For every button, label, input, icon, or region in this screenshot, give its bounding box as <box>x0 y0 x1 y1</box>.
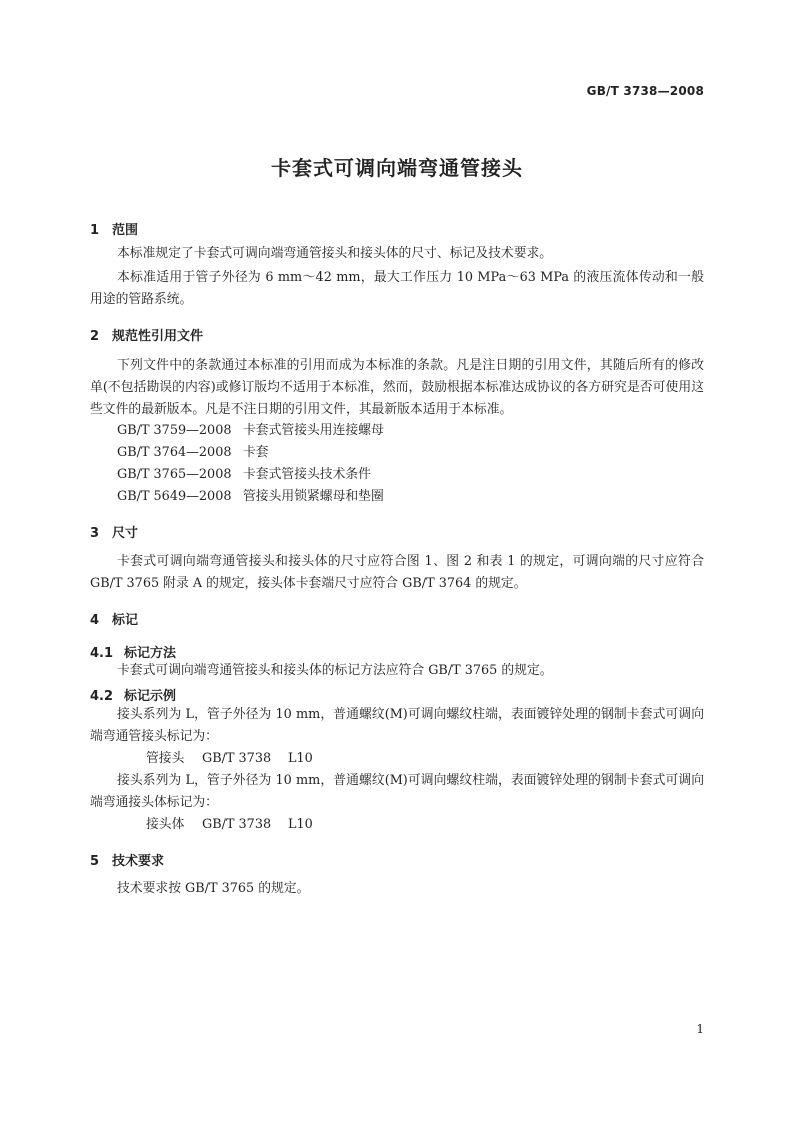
reference-item <box>117 420 384 442</box>
marking-example-2 <box>146 814 313 836</box>
reference-code: GB/T 3759—2008 <box>117 423 232 438</box>
subsection-4-1-paragraph: 卡套式可调向端弯通管接头和接头体的标记方法应符合 GB/T 3765 的规定。 <box>117 663 553 678</box>
reference-title: 卡套式管接头用连接螺母 <box>243 423 384 438</box>
standard-number: GB/T 3738—2008 <box>586 84 704 98</box>
section-2-heading <box>90 325 203 344</box>
marking-name: 管接头 <box>146 751 185 766</box>
subsection-4-2-paragraph-2: 接头系列为 L，管子外径为 10 mm，普通螺纹(M)可调向螺纹柱端，表面镀锌处理的钢制卡套式可调向端弯通接头体标记为： <box>90 773 704 810</box>
section-2-paragraph-1: 下列文件中的条款通过本标准的引用而成为本标准的条款。凡是注日期的引用文件，其随后所有的修改单(不包括勘误的内容)或修订版均不适用于本标准，然而，鼓励根据本标准达成协议的各方研究是否可使用这些文件的最新版本。凡是不注日期的引用文件，其最新版本适用于本标准。 <box>90 358 704 417</box>
subsection-title: 标记方法 <box>124 646 177 661</box>
marking-example-1 <box>146 748 313 770</box>
section-3-heading <box>90 522 138 541</box>
section-number: 3 <box>90 526 100 541</box>
section-4-heading <box>90 609 138 628</box>
marking-code: GB/T 3738 <box>202 751 272 766</box>
section-number: 2 <box>90 329 100 344</box>
section-1-paragraph-2: 本标准适用于管子外径为 6 mm～42 mm，最大工作压力 10 MPa～63 MPa 的液压流体传动和一般用途的管路系统。 <box>90 270 704 307</box>
marking-spec: L10 <box>288 817 313 832</box>
subsection-4-2-heading <box>90 685 176 704</box>
reference-title: 卡套式管接头技术条件 <box>243 467 371 482</box>
section-1-paragraph-1: 本标准规定了卡套式可调向端弯通管接头和接头体的尺寸、标记及技术要求。 <box>117 246 553 261</box>
reference-code: GB/T 3765—2008 <box>117 467 232 482</box>
section-title: 规范性引用文件 <box>112 329 204 344</box>
section-title: 技术要求 <box>112 854 165 869</box>
section-number: 1 <box>90 223 100 238</box>
section-number: 4 <box>90 613 100 628</box>
section-title: 标记 <box>112 613 139 628</box>
section-title: 范围 <box>112 223 139 238</box>
subsection-4-2-paragraph-1: 接头系列为 L，管子外径为 10 mm，普通螺纹(M)可调向螺纹柱端，表面镀锌处理的钢制卡套式可调向端弯通管接头标记为： <box>90 707 704 744</box>
reference-item <box>117 442 269 464</box>
section-number: 5 <box>90 854 100 869</box>
marking-spec: L10 <box>288 751 313 766</box>
marking-name: 接头体 <box>146 817 185 832</box>
section-3-paragraph-1: 卡套式可调向端弯通管接头和接头体的尺寸应符合图 1、图 2 和表 1 的规定，可调向端的尺寸应符合 GB/T 3765 附录 A 的规定，接头体卡套端尺寸应符合 GB/T 3764 的规定。 <box>90 554 704 591</box>
subsection-title: 标记示例 <box>124 689 177 704</box>
section-5-heading <box>90 850 164 869</box>
reference-item <box>117 486 384 508</box>
reference-title: 管接头用锁紧螺母和垫圈 <box>243 489 384 504</box>
reference-item <box>117 464 371 486</box>
section-5-paragraph-1: 技术要求按 GB/T 3765 的规定。 <box>117 881 310 896</box>
document-title: 卡套式可调向端弯通管接头 <box>271 156 523 180</box>
subsection-number: 4.1 <box>90 646 114 661</box>
subsection-4-1-heading <box>90 642 176 661</box>
reference-code: GB/T 3764—2008 <box>117 445 232 460</box>
section-1-heading <box>90 219 138 238</box>
reference-code: GB/T 5649—2008 <box>117 489 232 504</box>
marking-code: GB/T 3738 <box>202 817 272 832</box>
section-title: 尺寸 <box>112 526 139 541</box>
page-number: 1 <box>696 1022 704 1036</box>
subsection-number: 4.2 <box>90 689 114 704</box>
reference-title: 卡套 <box>243 445 269 460</box>
